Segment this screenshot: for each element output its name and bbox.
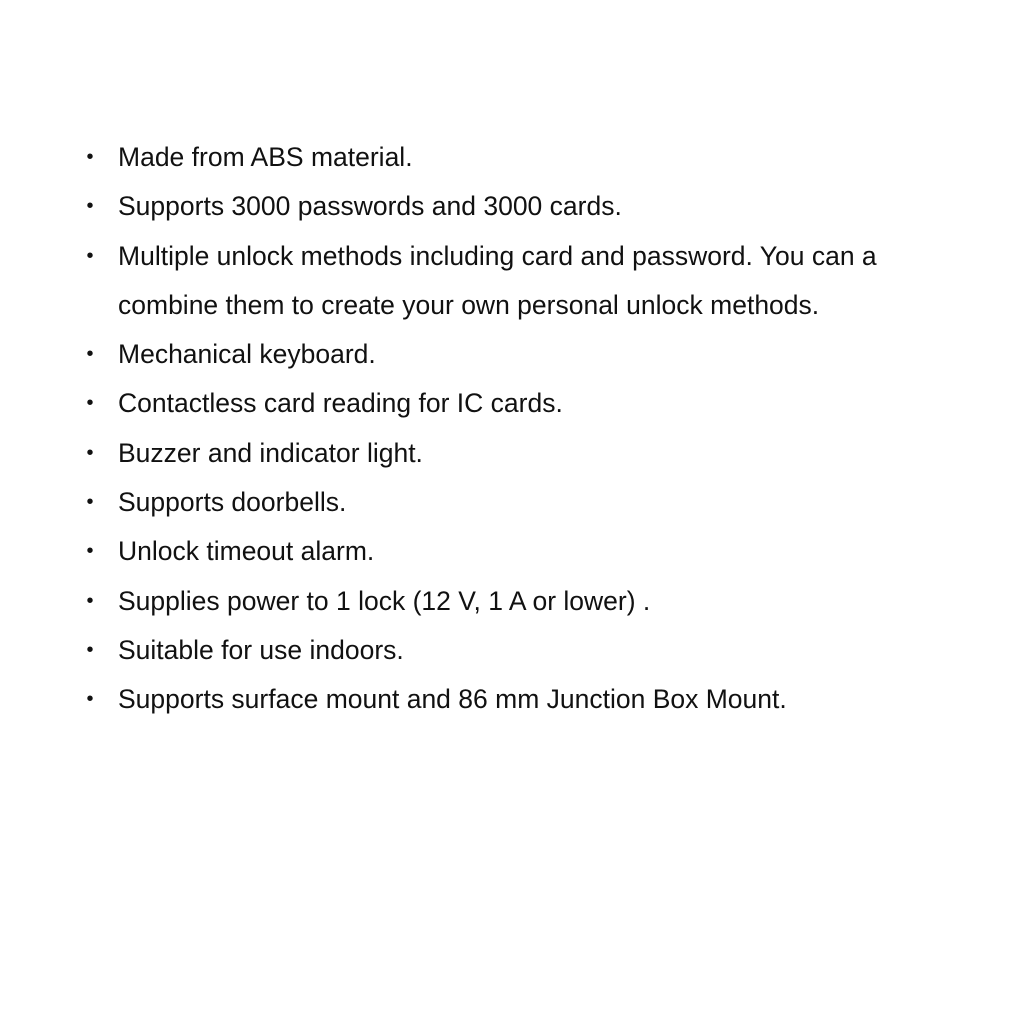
bullet-icon: •: [86, 638, 94, 661]
feature-item: [84, 478, 984, 527]
feature-item: [84, 577, 984, 626]
feature-item: [84, 675, 984, 724]
feature-text: Suitable for use indoors.: [118, 634, 404, 665]
feature-text: Buzzer and indicator light.: [118, 437, 423, 468]
feature-text: Supports 3000 passwords and 3000 cards.: [118, 191, 622, 222]
bullet-icon: •: [86, 146, 94, 168]
bullet-icon: •: [86, 343, 94, 366]
feature-text: Mechanical keyboard.: [118, 339, 376, 370]
feature-text: Contactless card reading for IC cards.: [118, 388, 563, 419]
feature-text: Multiple unlock methods including card and password. You can a combine them to create your own personal unlock methods.: [118, 240, 877, 320]
bullet-icon: •: [86, 589, 94, 612]
feature-item: [84, 330, 984, 379]
feature-item: [84, 133, 984, 182]
bullet-icon: •: [86, 392, 94, 415]
bullet-icon: •: [86, 491, 94, 514]
bullet-icon: •: [86, 540, 94, 563]
feature-text: Supports surface mount and 86 mm Junction Box Mount.: [118, 684, 787, 715]
feature-item: [84, 527, 984, 576]
feature-item: [84, 429, 984, 478]
feature-item: [84, 626, 984, 675]
feature-item: [84, 182, 984, 231]
feature-list: [84, 133, 984, 725]
feature-text: Supports doorbells.: [118, 487, 347, 518]
bullet-icon: •: [86, 441, 94, 464]
feature-text: Supplies power to 1 lock (12 V, 1 A or lower) .: [118, 585, 651, 616]
bullet-icon: •: [86, 244, 94, 267]
feature-item: [84, 232, 984, 331]
feature-text: Made from ABS material.: [118, 142, 413, 172]
bullet-icon: •: [86, 195, 94, 218]
feature-item: [84, 379, 984, 428]
feature-text: Unlock timeout alarm.: [118, 536, 375, 567]
bullet-icon: •: [86, 688, 94, 711]
